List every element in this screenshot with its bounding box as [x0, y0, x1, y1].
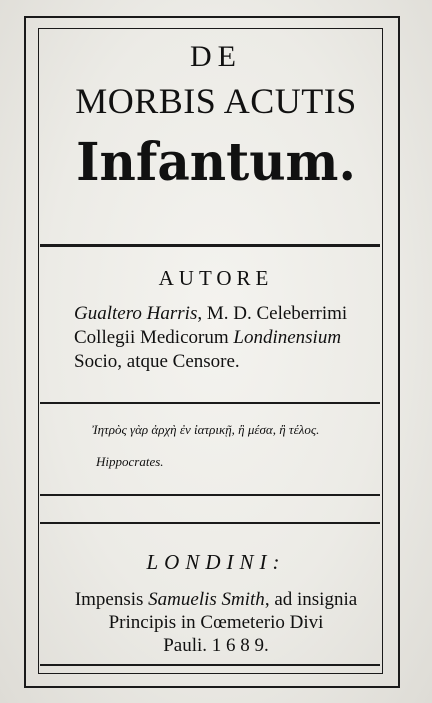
- imprint-place: LONDINI:: [146, 550, 286, 574]
- author-line-1-rest: , M. D. Celeberrimi: [197, 303, 348, 324]
- imprint-line-1-start: Impensis: [74, 589, 149, 610]
- author-line-1: [74, 302, 386, 326]
- greek-epigraph: Ἰητρὸς γὰρ ἀρχὴ ἐν ἰατρικῇ, ἢ μέσα, ἢ τέλος.: [92, 422, 320, 437]
- imprint-line-3: Pauli. 1 6 8 9.: [163, 635, 269, 656]
- imprint-printer: Samuelis Smith: [148, 589, 265, 610]
- author-line-3: Socio, atque Censore.: [74, 351, 240, 372]
- imprint-block: [48, 588, 384, 657]
- divider-rule-3: [40, 494, 380, 496]
- author-line-2-city: Londinensium: [233, 327, 342, 348]
- divider-rule-4: [40, 522, 380, 524]
- title-morbis-acutis: MORBIS ACUTIS: [75, 81, 357, 121]
- author-line-2-start: Collegii Medicorum: [74, 327, 234, 348]
- author-name: Gualtero Harris: [74, 303, 198, 324]
- imprint-line-2: Principis in Cœmeterio Divi: [108, 612, 324, 633]
- divider-rule-bottom: [40, 664, 380, 666]
- title-infantum: Infantum.: [76, 130, 356, 193]
- title-de: DE: [190, 40, 242, 73]
- author-line-2: [74, 326, 386, 350]
- imprint-line-1: [48, 588, 384, 611]
- imprint-line-1-end: , ad insignia: [264, 589, 358, 610]
- epigraph-attribution: Hippocrates.: [96, 454, 164, 469]
- author-heading: AUTORE: [158, 266, 274, 290]
- divider-rule-2: [40, 402, 380, 404]
- divider-rule-1: [40, 244, 380, 247]
- author-block: [74, 302, 386, 374]
